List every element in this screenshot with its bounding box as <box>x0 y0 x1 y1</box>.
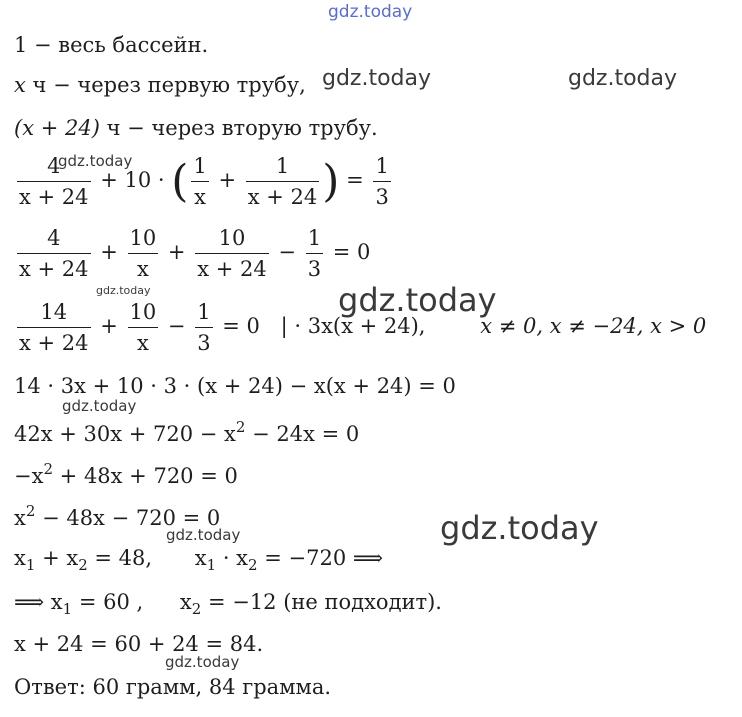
fraction: $\frac{1}{3}$ <box>375 154 389 210</box>
operator: + <box>218 168 237 193</box>
operator: + 10 · <box>100 168 165 193</box>
watermark: gdz.today <box>440 509 599 547</box>
line-first-pipe <box>14 75 306 96</box>
fraction: $\frac{1}{x}$ <box>193 154 207 210</box>
operator: = <box>346 168 364 193</box>
watermark-top: gdz.today <box>328 2 413 22</box>
equation-3 <box>14 300 706 355</box>
equation-rest: = 0 <box>332 240 371 265</box>
fraction: $\frac{1}{x + 24}$ <box>247 154 318 210</box>
fraction: $\frac{4}{x + 24}$ <box>19 226 89 282</box>
watermark: gdz.today <box>165 653 240 671</box>
fraction: $\frac{10}{x}$ <box>129 226 157 282</box>
operator: + <box>100 240 118 265</box>
watermark: gdz.today <box>338 281 497 319</box>
line-whole-pool: 1 − весь бассейн. <box>14 33 209 57</box>
fraction: $\frac{1}{3}$ <box>197 300 211 356</box>
line-second-value: x + 24 = 60 + 24 = 84. <box>14 632 264 656</box>
domain-condition: x ≠ 0, x ≠ −24, x > 0 <box>480 314 707 339</box>
operator: + <box>100 314 118 339</box>
watermark: gdz.today <box>96 284 151 297</box>
line-vieta: $x_1 + x_2 = 48$, $x_1 \cdot x_2 = -720$ ⟹ <box>14 546 383 574</box>
watermark: gdz.today <box>58 152 133 170</box>
fraction: $\frac{14}{x + 24}$ <box>19 300 89 356</box>
line-second-pipe <box>14 118 378 139</box>
equation-2 <box>14 226 370 281</box>
multiplier-note: | · 3x(x + 24), <box>280 314 426 339</box>
watermark: gdz.today <box>568 66 678 91</box>
line-expanded: 14 · 3x + 10 · 3 · (x + 24) − x(x + 24) = 0 <box>14 374 456 398</box>
line-roots: ⟹ $x_1 = 60$ , $x_2 = -12$ (не подходит). <box>14 590 442 618</box>
operator: + <box>167 240 186 265</box>
fraction: $\frac{10}{x}$ <box>129 300 157 356</box>
line-collected: $42x + 30x + 720 - x^2 - 24x = 0$ <box>14 418 360 446</box>
var-x: x <box>14 73 26 97</box>
equation-1 <box>14 154 394 209</box>
fraction: $\frac{1}{3}$ <box>307 226 322 282</box>
paren-close: ) <box>322 155 340 207</box>
paren-open: ( <box>171 155 189 207</box>
watermark: gdz.today <box>166 526 241 544</box>
watermark: gdz.today <box>62 397 137 415</box>
line-first-pipe-text: ч − через первую трубу, <box>25 73 306 97</box>
operator: − <box>278 240 297 265</box>
line-second-pipe-text: ч − через вторую трубу. <box>99 116 378 140</box>
equation-rest: = 0 <box>222 314 260 339</box>
line-simplified: $-x^2 + 48x + 720 = 0$ <box>14 460 238 488</box>
expr-x-plus-24: (x + 24) <box>14 116 100 140</box>
fraction: $\frac{4}{x + 24}$ <box>19 154 89 210</box>
answer: Ответ: 60 грамм, 84 грамма. <box>14 675 332 699</box>
fraction: $\frac{10}{x + 24}$ <box>197 226 267 282</box>
operator: − <box>167 314 186 339</box>
line-quadratic: $x^2 - 48x - 720 = 0$ <box>14 502 221 530</box>
watermark: gdz.today <box>322 66 432 91</box>
